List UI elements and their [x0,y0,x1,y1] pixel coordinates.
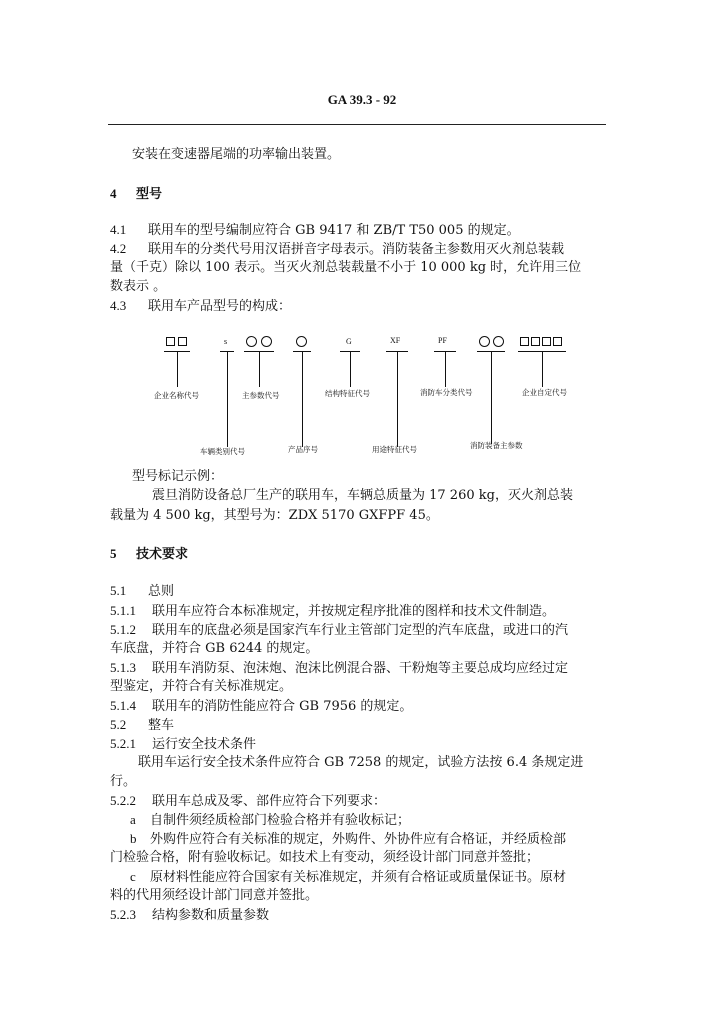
section-title: 型号 [136,187,163,202]
clause-text: 结构参数和质量参数 [152,908,270,923]
clause-5-1-4 [110,696,412,716]
item-text: 自制件须经质检部门检验合格并有验收标记； [150,813,411,828]
clause-number: 5.1.3 [110,660,136,675]
clause-number: 5.2.1 [110,736,136,751]
clause-text: 联用车的分类代号用汉语拼音字母表示。消防装备主参数用灭火剂总装载 [148,242,565,257]
clause-number: 5.1.2 [110,622,136,637]
leader-line [177,352,178,387]
clause-5-1 [110,581,174,601]
leader-line [350,352,351,387]
clause-text: 整车 [148,718,175,733]
clause-number: 5.1.1 [110,603,136,618]
code-letter-pf: PF [438,336,447,345]
item-marker: b [130,831,137,846]
model-code-diagram [150,333,580,455]
clause-number: 5.1 [110,583,127,598]
label-main-param: 主参数代号 [242,391,280,400]
label-enterprise-custom: 企业自定代号 [522,388,567,397]
item-c [130,867,566,887]
section-number: 5 [110,546,117,561]
clause-5-1-1 [110,601,555,621]
code-box [166,337,175,346]
code-box [178,337,187,346]
clause-number: 4.1 [110,222,127,237]
clause-4-2-cont-2: 数表示 。 [110,279,167,294]
item-a [130,810,410,830]
clause-number: 4.3 [110,298,127,313]
clause-text: 总则 [148,584,175,599]
leader-line [302,352,303,447]
clause-text: 联用车的底盘必须是国家汽车行业主管部门定型的汽车底盘，或进口的汽 [152,623,569,638]
item-b-cont: 门检验合格，附有验收标记。如技术上有变动，须经设计部门同意并签批； [110,850,540,865]
code-circle [261,336,272,347]
leader-line [445,352,446,387]
clause-4-1 [110,220,520,240]
clause-5-1-2 [110,620,568,640]
clause-number: 5.2.3 [110,907,136,922]
label-fire-class: 消防车分类代号 [420,388,473,397]
clause-4-2-cont-1: 量（千克）除以 100 表示。当灭火剂总装载量不小于 10 000 kg 时，允许用三位 [110,260,582,275]
clause-5-2-2 [110,791,386,811]
section-number: 4 [110,186,117,201]
item-text: 原材料性能应符合国家有关标准规定，并须有合格证或质量保证书。原材 [150,870,567,885]
code-letter-xf: XF [390,336,401,345]
clause-text: 运行安全技术条件 [152,737,257,752]
leader-line [491,352,492,444]
clause-5-1-2-cont: 车底盘，并符合 GB 6244 的规定。 [110,641,319,656]
leader-line [397,352,398,447]
header-rule [108,124,606,125]
clause-number: 5.1.4 [110,698,136,713]
section-4-heading [110,184,162,204]
clause-text: 联用车消防泵、泡沫炮、泡沫比例混合器、干粉炮等主要总成均应经过定 [152,661,569,676]
continuation-line: 安装在变速器尾端的功率输出装置。 [132,147,341,162]
item-marker: a [130,812,136,827]
clause-5-2 [110,715,174,735]
example-label: 型号标记示例： [132,469,224,484]
clause-5-2-3 [110,905,269,925]
leader-line [227,352,228,447]
clause-5-2-1 [110,734,256,754]
clause-text: 联用车的消防性能应符合 GB 7956 的规定。 [152,699,413,714]
example-line-2: 载量为 4 500 kg，其型号为：ZDX 5170 GXFPF 45。 [110,508,439,523]
example-line-1: 震旦消防设备总厂生产的联用车，车辆总质量为 17 260 kg，灭火剂总装 [152,488,573,503]
label-fire-main-param: 消防装备主参数 [470,441,523,450]
code-circle [479,336,490,347]
code-circle [296,336,307,347]
clause-text: 联用车应符合本标准规定，并按规定程序批准的图样和技术文件制造。 [152,604,556,619]
clause-text: 联用车产品型号的构成： [148,299,292,314]
label-vehicle-class: 车辆类别代号 [200,447,245,456]
item-b [130,829,566,849]
section-title: 技术要求 [136,547,189,562]
code-box [531,337,540,346]
clause-number: 5.2.2 [110,793,136,808]
item-c-cont: 料的代用须经设计部门同意并签批。 [110,888,319,903]
item-text: 外购件应符合有关标准的规定，外购件、外协件应有合格证，并经质检部 [150,832,567,847]
clause-text: 联用车总成及零、部件应符合下列要求： [152,794,387,809]
code-box [553,337,562,346]
clause-5-1-3-cont: 型鉴定，并符合有关标准规定。 [110,679,293,694]
clause-4-3 [110,296,291,316]
code-letter-s: s [224,337,228,346]
leader-line [259,352,260,387]
code-box [542,337,551,346]
code-letter-g: G [346,337,352,346]
label-structure: 结构特征代号 [325,389,370,398]
code-circle [493,336,504,347]
page-header: GA 39.3 - 92 [327,92,397,107]
item-marker: c [130,869,136,884]
clause-number: 4.2 [110,241,127,256]
clause-number: 5.2 [110,717,127,732]
code-circle [246,336,257,347]
label-usage: 用途特征代号 [372,445,417,454]
clause-4-2 [110,239,564,259]
leader-line [542,352,543,387]
clause-5-2-1-body: 联用车运行安全技术条件应符合 GB 7258 的规定，试验方法按 6.4 条规定进 [138,755,584,770]
section-5-heading [110,544,188,564]
clause-text: 联用车的型号编制应符合 GB 9417 和 ZB/T T50 005 的规定。 [148,223,520,238]
label-product-seq: 产品序号 [288,445,318,454]
clause-5-2-1-cont: 行。 [110,774,137,789]
clause-5-1-3 [110,658,568,678]
label-company: 企业名称代号 [154,391,199,400]
code-box [520,337,529,346]
